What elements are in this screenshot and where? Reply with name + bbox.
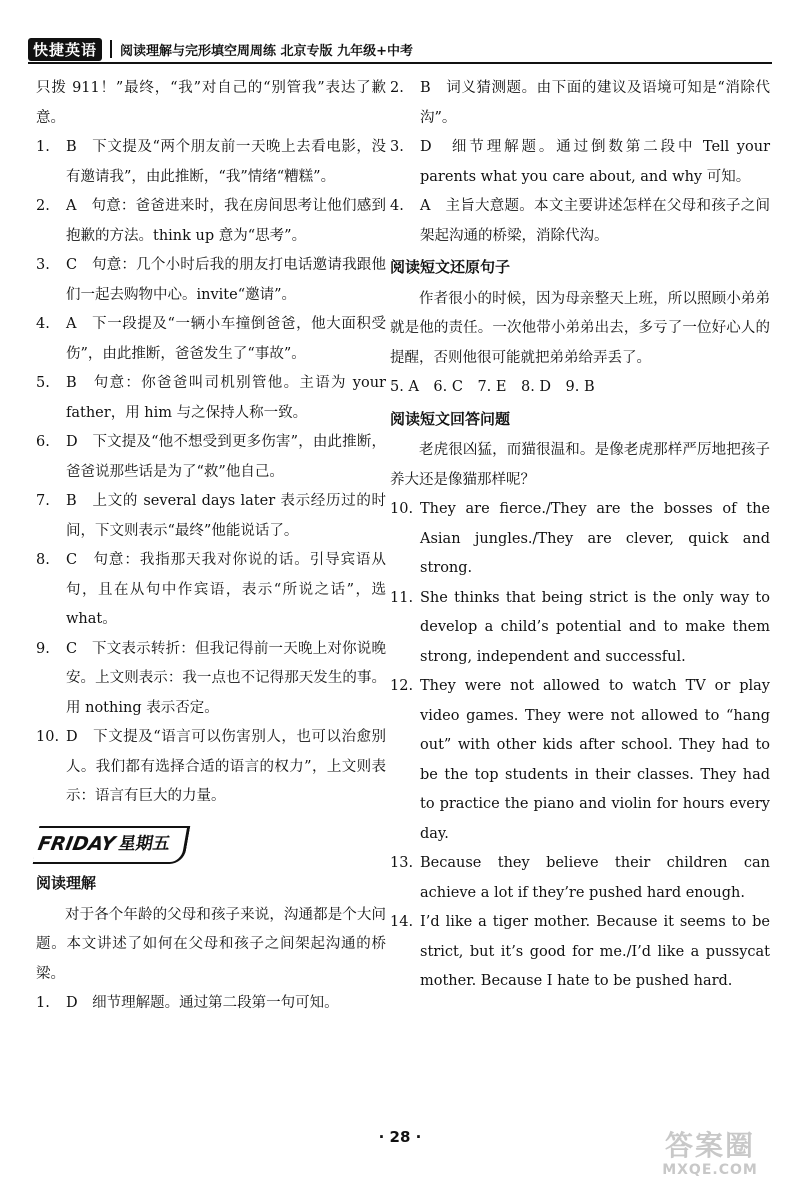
page-number: · 28 · [378,1128,422,1146]
item-text: D 下文提及“语言可以伤害别人，也可以治愈别人。我们都有选择合适的语言的权力”，上文则表示：语言有巨大的力量。 [66,729,386,804]
item-text: D 下文提及“他不想受到更多伤害”，由此推断，爸爸说那些话是为了“救”他自己。 [66,434,386,480]
list-item [390,849,770,908]
right-column [390,74,770,997]
intro-paragraph: 只拨 911！”最终，“我”对自己的“别管我”表达了歉意。 [36,80,386,126]
list-item [390,74,770,133]
list-item [390,133,770,192]
item-text: B 上文的 several days later 表示经历过的时间，下文则表示“最终”他能说话了。 [66,493,386,539]
restore-intro: 作者很小的时候，因为母亲整天上班，所以照顾小弟弟就是他的责任。一次他带小弟弟出去，多亏了一位好心人的提醒，否则他很可能就把弟弟给弄丢了。 [390,290,770,366]
item-text: A 主旨大意题。本文主要讲述怎样在父母和孩子之间架起沟通的桥梁，消除代沟。 [420,198,770,244]
list-item [36,989,386,1019]
list-item [36,428,386,487]
item-text: I’d like a tiger mother. Because it seems to be strict, but it’s good for me./I’d like a pussycat mother. Because I hate to be pushed hard. [420,914,770,989]
page-header [28,36,772,64]
item-number: 13. [390,855,414,871]
item-number: 2. [36,198,50,214]
left-column [36,74,386,1019]
item-number: 11. [390,589,414,606]
open-answer-list [390,495,770,997]
watermark-text: 答案圈 [664,1129,755,1162]
list-item [36,369,386,428]
item-text: They were not allowed to watch TV or play video games. They were not allowed to “hang out” with other kids after school. They had to be the top students in their classes. They had to practice the piano and violin for hours every day. [420,678,770,842]
item-number: 3. [390,139,404,155]
list-item [36,546,386,635]
section-heading-answer: 阅读短文回答问题 [390,409,511,428]
item-number: 3. [36,257,50,273]
left-answer-list [36,133,386,812]
item-text: A 下一段提及“一辆小车撞倒爸爸，他大面积受伤”，由此推断，爸爸发生了“事故”。 [66,316,386,362]
header-divider [110,40,112,58]
day-heading-cn: 星期五 [117,833,172,854]
item-number: 10. [36,729,60,745]
item-number: 5. [36,375,50,391]
list-item [36,635,386,724]
item-number: 12. [390,678,414,694]
day-heading [33,826,190,864]
list-item [390,584,770,673]
item-number: 7. [36,493,50,509]
answer-intro: 老虎很凶猛，而猫很温和。是像老虎那样严厉地把孩子养大还是像猫那样呢？ [390,442,770,488]
reading-intro: 对于各个年龄的父母和孩子来说，沟通都是个大问题。本文讲述了如何在父母和孩子之间架起沟通的桥梁。 [36,906,386,982]
list-item [36,310,386,369]
watermark-url: MXQE.COM [662,1162,758,1178]
list-item [390,908,770,997]
item-text: They are fierce./They are the bosses of the Asian jungles./They are clever, quick and strong. [420,501,770,576]
item-number: 8. [36,552,50,568]
item-text: B 下文提及“两个朋友前一天晚上去看电影，没有邀请我”，由此推断，“我”情绪“糟糕”。 [66,139,386,185]
section-heading-restore: 阅读短文还原句子 [390,258,511,276]
list-item [36,487,386,546]
item-text: She thinks that being strict is the only way to develop a child’s potential and to make them strong, independent and successful. [420,589,770,665]
item-text: D 细节理解题。通过倒数第二段中 Tell your parents what you care about, and why 可知。 [420,139,770,185]
list-item [36,133,386,192]
item-text: D 细节理解题。通过第二段第一句可知。 [66,995,339,1011]
item-text: C 句意：几个小时后我的朋友打电话邀请我跟他们一起去购物中心。invite“邀请”。 [66,257,386,303]
header-title: 阅读理解与完形填空周周练 北京专版 九年级+中考 [120,43,413,59]
item-text: B 句意：你爸爸叫司机别管他。主语为 your father，用 him 与之保持人称一致。 [66,375,386,421]
item-text: C 下文表示转折：但我记得前一天晚上对你说晚安。上文则表示：我一点也不记得那天发生的事。用 nothing 表示否定。 [66,640,386,716]
item-number: 2. [390,80,404,96]
item-number: 9. [36,640,50,657]
item-text: Because they believe their children can achieve a lot if they’re pushed hard enough. [420,855,770,901]
watermark-logo [640,1130,780,1186]
list-item [390,672,770,849]
restore-answers: 5. A 6. C 7. E 8. D 9. B [390,379,595,395]
item-number: 1. [36,139,50,155]
item-text: C 句意：我指那天我对你说的话。引导宾语从句，且在从句中作宾语，表示“所说之话”，选 what。 [66,552,386,627]
item-text: B 词义猜测题。由下面的建议及语境可知是“消除代沟”。 [420,80,770,126]
item-number: 10. [390,501,414,517]
list-item [36,723,386,812]
item-number: 4. [36,316,50,332]
item-number: 4. [390,198,404,214]
list-item [390,192,770,251]
item-text: A 句意：爸爸进来时，我在房间思考让他们感到抱歉的方法。think up 意为“思考”。 [66,198,386,244]
item-number: 14. [390,914,414,930]
list-item [36,251,386,310]
day-heading-en: FRIDAY [36,832,117,855]
right-answer-list [390,74,770,251]
list-item [36,192,386,251]
brand-logo: 快捷英语 [28,38,102,61]
section-heading-reading: 阅读理解 [36,874,97,892]
item-number: 6. [36,434,50,450]
list-item [390,495,770,584]
item-number: 1. [36,995,50,1011]
